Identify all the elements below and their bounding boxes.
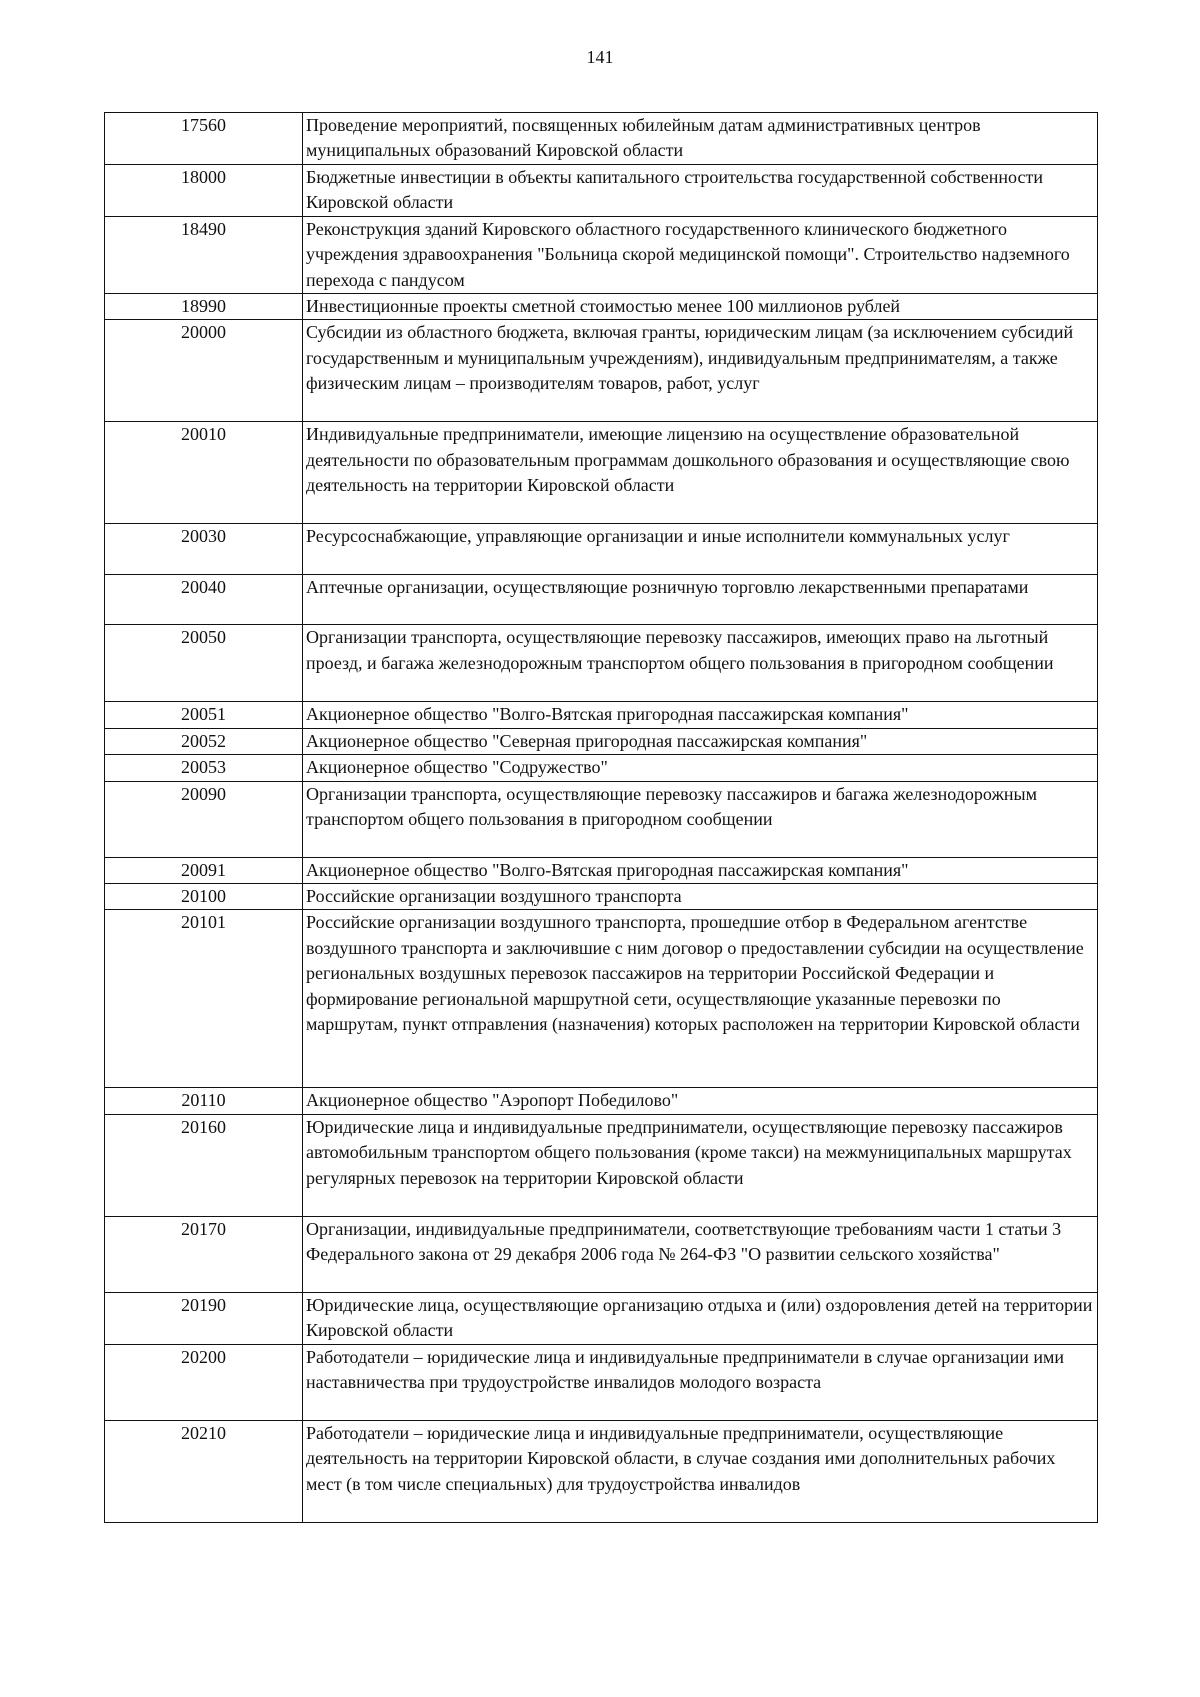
row-code: 20160 — [105, 1114, 303, 1216]
row-description: Юридические лица, осуществляющие организацию отдыха и (или) оздоровления детей на территории Кировской области — [303, 1292, 1098, 1344]
row-description: Субсидии из областного бюджета, включая гранты, юридическим лицам (за исключением субсидий государственным и муниципальным учреждениям), индивидуальным предпринимателям, а также физическим лицам – производителям товаров, работ, услуг — [303, 320, 1098, 422]
row-description: Индивидуальные предприниматели, имеющие лицензию на осуществление образовательной деятельности по образовательным программам дошкольного образования и осуществляющие свою деятельность на территории Кировской области — [303, 422, 1098, 524]
page-number: 141 — [586, 47, 614, 67]
row-description: Проведение мероприятий, посвященных юбилейным датам административных центров муниципальных образований Кировской области — [303, 113, 1098, 165]
row-description: Акционерное общество "Аэропорт Победилово" — [303, 1088, 1098, 1114]
row-code: 20000 — [105, 320, 303, 422]
table-row — [105, 884, 1098, 910]
table-body — [105, 113, 1098, 1523]
row-description: Акционерное общество "Северная пригородная пассажирская компания" — [303, 728, 1098, 754]
row-code: 20091 — [105, 857, 303, 883]
table-row — [105, 1216, 1098, 1292]
row-code: 20051 — [105, 702, 303, 728]
row-description: Организации транспорта, осуществляющие перевозку пассажиров и багажа железнодорожным транспортом общего пользования в пригородном сообщении — [303, 781, 1098, 857]
row-description: Акционерное общество "Волго-Вятская пригородная пассажирская компания" — [303, 702, 1098, 728]
row-code: 17560 — [105, 113, 303, 165]
row-description: Российские организации воздушного транспорта — [303, 884, 1098, 910]
row-code: 20090 — [105, 781, 303, 857]
row-description: Работодатели – юридические лица и индивидуальные предприниматели, осуществляющие деятельность на территории Кировской области, в случае создания ими дополнительных рабочих мест (в том числе специальных) для трудоустройства инвалидов — [303, 1420, 1098, 1522]
table-row — [105, 702, 1098, 728]
budget-codes-table — [104, 112, 1098, 1523]
row-description: Организации транспорта, осуществляющие перевозку пассажиров, имеющих право на льготный проезд, и багажа железнодорожным транспортом общего пользования в пригородном сообщении — [303, 625, 1098, 702]
row-code: 18990 — [105, 294, 303, 320]
table-row — [105, 625, 1098, 702]
table-row — [105, 1420, 1098, 1522]
table-row — [105, 728, 1098, 754]
table-row — [105, 755, 1098, 781]
row-code: 20030 — [105, 524, 303, 575]
table-row — [105, 113, 1098, 165]
row-code: 18000 — [105, 165, 303, 217]
row-code: 20200 — [105, 1344, 303, 1420]
table-row — [105, 524, 1098, 575]
row-code: 20190 — [105, 1292, 303, 1344]
table-row — [105, 422, 1098, 524]
row-code: 20110 — [105, 1088, 303, 1114]
row-description: Организации, индивидуальные предприниматели, соответствующие требованиям части 1 статьи 3 Федерального закона от 29 декабря 2006 года № 264-ФЗ "О развитии сельского хозяйства" — [303, 1216, 1098, 1292]
table-row — [105, 781, 1098, 857]
row-description: Аптечные организации, осуществляющие розничную торговлю лекарственными препаратами — [303, 575, 1098, 625]
table-row — [105, 1344, 1098, 1420]
row-description: Реконструкция зданий Кировского областного государственного клинического бюджетного учреждения здравоохранения "Больница скорой медицинской помощи". Строительство надземного перехода с пандусом — [303, 216, 1098, 293]
row-code: 20050 — [105, 625, 303, 702]
row-description: Юридические лица и индивидуальные предприниматели, осуществляющие перевозку пассажиров автомобильным транспортом общего пользования (кроме такси) на межмуниципальных маршрутах регулярных перевозок на территории Кировской области — [303, 1114, 1098, 1216]
row-code: 20100 — [105, 884, 303, 910]
row-description: Акционерное общество "Содружество" — [303, 755, 1098, 781]
table-row — [105, 320, 1098, 422]
table-row — [105, 165, 1098, 217]
row-code: 20053 — [105, 755, 303, 781]
table-row — [105, 1292, 1098, 1344]
row-code: 18490 — [105, 216, 303, 293]
row-code: 20052 — [105, 728, 303, 754]
row-code: 20210 — [105, 1420, 303, 1522]
row-description: Бюджетные инвестиции в объекты капитального строительства государственной собственности Кировской области — [303, 165, 1098, 217]
table-row — [105, 216, 1098, 293]
row-description: Акционерное общество "Волго-Вятская пригородная пассажирская компания" — [303, 857, 1098, 883]
row-description: Ресурсоснабжающие, управляющие организации и иные исполнители коммунальных услуг — [303, 524, 1098, 575]
row-code: 20040 — [105, 575, 303, 625]
row-code: 20010 — [105, 422, 303, 524]
table-row — [105, 910, 1098, 1088]
row-description: Российские организации воздушного транспорта, прошедшие отбор в Федеральном агентстве воздушного транспорта и заключившие с ним договор о предоставлении субсидии на осуществление региональных воздушных перевозок пассажиров на территории Российской Федерации и формирование региональной маршрутной сети, осуществляющие указанные перевозки по маршрутам, пункт отправления (назначения) которых расположен на территории Кировской области — [303, 910, 1098, 1088]
row-description: Инвестиционные проекты сметной стоимостью менее 100 миллионов рублей — [303, 294, 1098, 320]
row-code: 20170 — [105, 1216, 303, 1292]
row-description: Работодатели – юридические лица и индивидуальные предприниматели в случае организации ими наставничества при трудоустройстве инвалидов молодого возраста — [303, 1344, 1098, 1420]
table-row — [105, 294, 1098, 320]
table-row — [105, 575, 1098, 625]
row-code: 20101 — [105, 910, 303, 1088]
table-row — [105, 857, 1098, 883]
table-row — [105, 1114, 1098, 1216]
table-row — [105, 1088, 1098, 1114]
